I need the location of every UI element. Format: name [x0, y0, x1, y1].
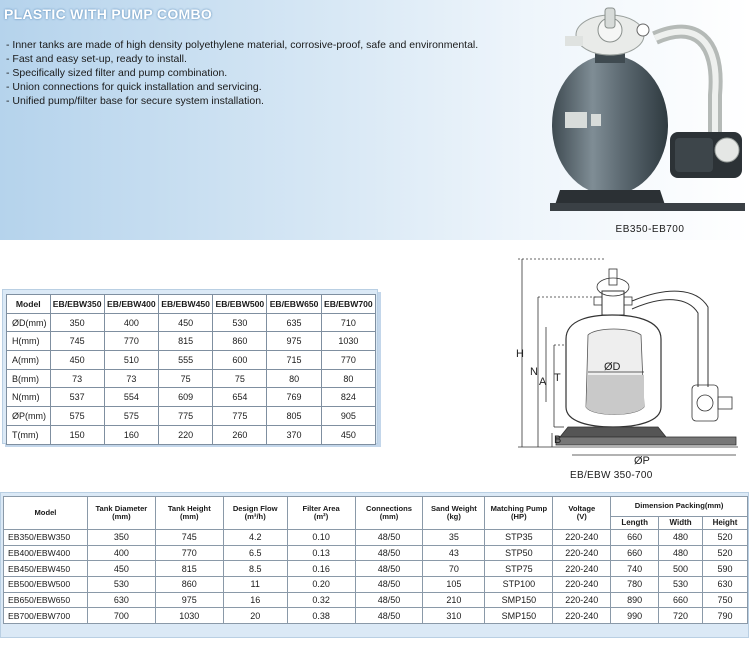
- table-row: [7, 388, 376, 407]
- table-cell: 450: [50, 351, 104, 370]
- table-cell: 630: [703, 577, 748, 593]
- diagram-label-h: H: [516, 348, 524, 360]
- table-cell: 770: [321, 351, 375, 370]
- table-cell: SMP150: [485, 592, 553, 608]
- table-cell: 860: [213, 332, 267, 351]
- feature-item: - Inner tanks are made of high density polyethylene material, corrosive-proof, safe and environmental.: [6, 38, 478, 52]
- page-title: PLASTIC WITH PUMP COMBO: [4, 6, 213, 22]
- table-cell: 450: [158, 313, 212, 332]
- table-cell: 0.38: [287, 608, 355, 624]
- column-header: EB/EBW350: [50, 295, 104, 314]
- row-label: ØD(mm): [7, 313, 51, 332]
- specifications-panel: [0, 492, 749, 638]
- table-cell: 975: [155, 592, 223, 608]
- table-cell: 750: [703, 592, 748, 608]
- table-cell: 510: [104, 351, 158, 370]
- table-cell: 1030: [155, 608, 223, 624]
- table-cell: 660: [659, 592, 703, 608]
- diagram-label-b: B: [554, 434, 562, 446]
- table-cell: 520: [703, 530, 748, 546]
- row-label: T(mm): [7, 425, 51, 444]
- table-cell: 260: [213, 425, 267, 444]
- column-header-sand-weight: Sand Weight (kg): [423, 497, 485, 530]
- table-cell: 0.16: [287, 561, 355, 577]
- table-cell: 790: [703, 608, 748, 624]
- table-cell: SMP150: [485, 608, 553, 624]
- table-cell: 350: [87, 530, 155, 546]
- table-cell: 660: [611, 530, 659, 546]
- table-cell: 590: [703, 561, 748, 577]
- table-cell: 80: [321, 369, 375, 388]
- table-cell: 0.10: [287, 530, 355, 546]
- column-header: EB/EBW400: [104, 295, 158, 314]
- table-cell: 530: [87, 577, 155, 593]
- table-cell: 220-240: [553, 545, 611, 561]
- table-cell: 8.5: [223, 561, 287, 577]
- table-cell: 710: [321, 313, 375, 332]
- table-cell: 815: [158, 332, 212, 351]
- column-header-design-flow: Design Flow (m³/h): [223, 497, 287, 530]
- product-image: [545, 0, 750, 218]
- table-cell: 6.5: [223, 545, 287, 561]
- row-label: H(mm): [7, 332, 51, 351]
- column-header-width: Width: [659, 517, 703, 530]
- table-cell: 48/50: [355, 561, 423, 577]
- table-cell: 210: [423, 592, 485, 608]
- table-cell: 150: [50, 425, 104, 444]
- table-cell: 905: [321, 407, 375, 426]
- column-header-matching-pump: Matching Pump (HP): [485, 497, 553, 530]
- row-label: EB500/EBW500: [4, 577, 88, 593]
- table-cell: 480: [659, 545, 703, 561]
- table-cell: 500: [659, 561, 703, 577]
- diagram-label-t: T: [554, 372, 561, 384]
- column-header-length: Length: [611, 517, 659, 530]
- table-cell: STP100: [485, 577, 553, 593]
- column-header-height: Height: [703, 517, 748, 530]
- table-cell: 890: [611, 592, 659, 608]
- table-cell: 220-240: [553, 530, 611, 546]
- row-label: EB450/EBW450: [4, 561, 88, 577]
- table-cell: 0.13: [287, 545, 355, 561]
- table-cell: 537: [50, 388, 104, 407]
- table-cell: STP75: [485, 561, 553, 577]
- table-cell: 770: [155, 545, 223, 561]
- row-label: EB400/EBW400: [4, 545, 88, 561]
- diagram-label-a: A: [539, 376, 547, 388]
- column-header: Model: [4, 497, 88, 530]
- table-cell: 43: [423, 545, 485, 561]
- table-cell: 654: [213, 388, 267, 407]
- table-row: [7, 313, 376, 332]
- table-cell: 600: [213, 351, 267, 370]
- table-cell: 990: [611, 608, 659, 624]
- table-cell: 350: [50, 313, 104, 332]
- table-cell: 530: [659, 577, 703, 593]
- row-label: EB700/EBW700: [4, 608, 88, 624]
- column-header-tank-diameter: Tank Diameter (mm): [87, 497, 155, 530]
- table-cell: 775: [158, 407, 212, 426]
- table-cell: 0.20: [287, 577, 355, 593]
- table-cell: 4.2: [223, 530, 287, 546]
- table-cell: 160: [104, 425, 158, 444]
- column-header-connections: Connections (mm): [355, 497, 423, 530]
- table-cell: 220-240: [553, 592, 611, 608]
- table-cell: 824: [321, 388, 375, 407]
- table-cell: 220-240: [553, 577, 611, 593]
- dimension-diagram: [516, 257, 748, 467]
- table-row: [7, 351, 376, 370]
- table-cell: 450: [321, 425, 375, 444]
- table-cell: 575: [104, 407, 158, 426]
- feature-list: [6, 38, 478, 108]
- table-cell: 35: [423, 530, 485, 546]
- column-header-tank-height: Tank Height (mm): [155, 497, 223, 530]
- table-cell: 48/50: [355, 608, 423, 624]
- table-cell: 805: [267, 407, 321, 426]
- table-row: [4, 592, 748, 608]
- feature-item: - Unified pump/filter base for secure system installation.: [6, 94, 478, 108]
- product-caption: EB350-EB700: [615, 224, 685, 235]
- table-cell: 630: [87, 592, 155, 608]
- table-cell: 70: [423, 561, 485, 577]
- table-cell: 745: [50, 332, 104, 351]
- diagram-label-n: N: [530, 366, 538, 378]
- table-cell: 769: [267, 388, 321, 407]
- table-cell: 450: [87, 561, 155, 577]
- table-cell: 48/50: [355, 592, 423, 608]
- table-row: [7, 332, 376, 351]
- table-cell: 720: [659, 608, 703, 624]
- table-row: [4, 545, 748, 561]
- table-row: [7, 425, 376, 444]
- table-cell: 815: [155, 561, 223, 577]
- table-cell: 220: [158, 425, 212, 444]
- table-cell: 715: [267, 351, 321, 370]
- table-cell: 0.32: [287, 592, 355, 608]
- row-label: N(mm): [7, 388, 51, 407]
- table-cell: 370: [267, 425, 321, 444]
- table-cell: 75: [158, 369, 212, 388]
- column-header: EB/EBW500: [213, 295, 267, 314]
- table-cell: 48/50: [355, 577, 423, 593]
- column-header-dimension-packing: Dimension Packing(mm): [611, 497, 748, 517]
- row-label: EB650/EBW650: [4, 592, 88, 608]
- table-cell: 48/50: [355, 530, 423, 546]
- table-cell: 775: [213, 407, 267, 426]
- table-cell: 530: [213, 313, 267, 332]
- table-row: [4, 561, 748, 577]
- table-cell: 48/50: [355, 545, 423, 561]
- table-cell: 555: [158, 351, 212, 370]
- table-cell: 310: [423, 608, 485, 624]
- table-cell: 740: [611, 561, 659, 577]
- row-label: B(mm): [7, 369, 51, 388]
- column-header: EB/EBW450: [158, 295, 212, 314]
- table-cell: 609: [158, 388, 212, 407]
- table-cell: STP35: [485, 530, 553, 546]
- feature-item: - Specifically sized filter and pump combination.: [6, 66, 478, 80]
- table-cell: 660: [611, 545, 659, 561]
- table-row: [4, 577, 748, 593]
- table-cell: 220-240: [553, 608, 611, 624]
- table-cell: 105: [423, 577, 485, 593]
- table-cell: 73: [104, 369, 158, 388]
- table-cell: 554: [104, 388, 158, 407]
- column-header-filter-area: Filter Area (m²): [287, 497, 355, 530]
- table-cell: 575: [50, 407, 104, 426]
- table-header-row: [7, 295, 376, 314]
- table-cell: 75: [213, 369, 267, 388]
- table-cell: 400: [104, 313, 158, 332]
- feature-item: - Fast and easy set-up, ready to install.: [6, 52, 478, 66]
- table-cell: 860: [155, 577, 223, 593]
- column-header-voltage: Voltage (V): [553, 497, 611, 530]
- table-cell: 20: [223, 608, 287, 624]
- table-cell: 780: [611, 577, 659, 593]
- table-cell: 480: [659, 530, 703, 546]
- column-header: EB/EBW700: [321, 295, 375, 314]
- column-header: EB/EBW650: [267, 295, 321, 314]
- table-row: [4, 608, 748, 624]
- diagram-label-d: ØD: [604, 361, 621, 373]
- table-cell: 700: [87, 608, 155, 624]
- table-cell: 520: [703, 545, 748, 561]
- dimensions-panel: [2, 289, 378, 444]
- table-cell: 975: [267, 332, 321, 351]
- dimensions-table: [6, 294, 376, 445]
- row-label: A(mm): [7, 351, 51, 370]
- table-cell: 11: [223, 577, 287, 593]
- table-cell: STP50: [485, 545, 553, 561]
- table-cell: 635: [267, 313, 321, 332]
- table-cell: 745: [155, 530, 223, 546]
- table-cell: 220-240: [553, 561, 611, 577]
- table-cell: 16: [223, 592, 287, 608]
- table-header-row: [4, 497, 748, 517]
- row-label: ØP(mm): [7, 407, 51, 426]
- table-cell: 80: [267, 369, 321, 388]
- specifications-table: [3, 496, 748, 624]
- table-cell: 770: [104, 332, 158, 351]
- table-row: [7, 369, 376, 388]
- column-header: Model: [7, 295, 51, 314]
- diagram-caption: EB/EBW 350-700: [570, 470, 653, 481]
- table-cell: 400: [87, 545, 155, 561]
- diagram-label-p: ØP: [634, 455, 650, 467]
- feature-item: - Union connections for quick installation and servicing.: [6, 80, 478, 94]
- table-row: [4, 530, 748, 546]
- table-row: [7, 407, 376, 426]
- row-label: EB350/EBW350: [4, 530, 88, 546]
- table-cell: 73: [50, 369, 104, 388]
- table-cell: 1030: [321, 332, 375, 351]
